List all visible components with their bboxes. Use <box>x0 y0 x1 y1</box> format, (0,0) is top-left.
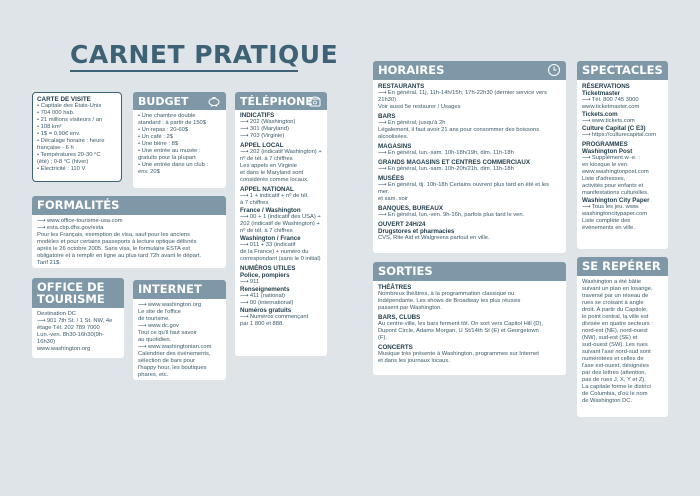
reperer-line: par des lettres (attention, <box>582 370 647 376</box>
telephone-title: TÉLÉPHONE <box>240 95 313 108</box>
clock-icon <box>547 63 561 77</box>
spectacles-line: Liste d'adresses, <box>582 176 626 182</box>
carte-line: • Électricité : 110 V <box>37 166 86 172</box>
sorties-line: Au centre-ville, les bars ferment tôt. On sort vers Capitol Hill (D), <box>378 321 543 327</box>
horaires-section-title: Drugstores et pharmacies <box>378 228 455 235</box>
office-title-line1: OFFICE DE <box>37 280 105 294</box>
horaires-line: alcoolisées. <box>378 134 409 140</box>
spectacles-line: ⟶ Tous les jeu. www. <box>582 204 640 210</box>
horaires-section-title: BANQUES, BUREAUX <box>378 205 443 212</box>
telephone-card <box>235 92 327 356</box>
sorties-line: passent par Washington. <box>378 305 442 311</box>
internet-line: Le site de l'office <box>138 309 181 315</box>
budget-header <box>133 92 226 110</box>
internet-line: ⟶ www.washington.org <box>138 302 202 308</box>
spectacles-line: ⟶ Tél. 800 745 3000 <box>582 97 639 103</box>
tel-line: ⟶ 00 + 1 (indicatif des USA) + <box>240 214 321 220</box>
reperer-line: sud-ouest (SW). Les rues <box>582 342 648 348</box>
page-title: CARNET PRATIQUE <box>70 40 339 69</box>
carte-line: française - 6 h <box>37 145 74 151</box>
reperer-line: nord-est (NE), nord-ouest <box>582 328 648 334</box>
spectacles-line: washingtoncitypaper.com <box>582 211 648 217</box>
tel-line: ⟶ 1 + indicatif + nº de tél. <box>240 193 309 199</box>
reperer-line: traversé par un réseau de <box>582 293 649 299</box>
reperer-line: pas de rues J, X, Y et Z). <box>582 377 646 383</box>
sorties-line: Nombreux théâtres, à la programmation classique ou <box>378 291 515 297</box>
tel-line: Les appels en Virginie <box>240 163 297 169</box>
tel-line: correspondant (sans le 0 initial) <box>240 256 321 262</box>
budget-line: • Une chambre double <box>138 113 196 119</box>
office-line: ⟶ 901 7th St. / 1 St. NW, 4e <box>37 318 113 324</box>
city-paper-title: Washington City Paper <box>582 197 650 204</box>
spectacles-line: ⟶ Supplément w.-e. : <box>582 155 640 161</box>
formalites-line: modèles et pour certains passeports à lecture optique délivrés <box>37 239 197 245</box>
horaires-section-title: MAGASINS <box>378 143 412 150</box>
office-line: www.washington.org <box>37 346 91 352</box>
washington-post-title: Washington Post <box>582 148 633 155</box>
sorties-header <box>373 262 566 281</box>
horaires-title: HORAIRES <box>378 63 445 77</box>
carte-title: CARTE DE VISITE <box>37 96 91 103</box>
carte-line: • 704 000 hab. <box>37 110 75 116</box>
budget-line: • Une entrée au musée : <box>138 148 201 154</box>
office-line: Destination DC <box>37 311 76 317</box>
se-reperer-title: SE REPÉRER <box>582 259 661 273</box>
numeros-utiles-title: NUMÉROS UTILES <box>240 265 296 272</box>
tel-line: ⟶ 00 (international) <box>240 300 294 306</box>
washington-france-title: Washington / France <box>240 235 301 242</box>
tel-line: ⟶ 202 (Washington) <box>240 119 296 125</box>
spectacles-line: manifestations culturelles. <box>582 190 649 196</box>
horaires-section-title: RESTAURANTS <box>378 83 425 90</box>
ticketmaster-title: Ticketmaster <box>582 90 621 97</box>
internet-line: ⟶ www.dc.gov <box>138 323 179 329</box>
internet-header <box>133 280 226 299</box>
programmes-title: PROGRAMMES <box>582 141 628 148</box>
spectacles-header <box>577 61 668 80</box>
horaires-section-title: OUVERT 24H/24 <box>378 221 426 228</box>
sorties-line: Dupont Circle, Adams Morgan, U St/14th St (E) et Georgetown <box>378 328 539 334</box>
formalites-line: Pour les Français, exemption de visa, sauf pour les anciens <box>37 232 191 238</box>
se-reperer-card <box>577 257 668 417</box>
reperer-line: de Washington DC. <box>582 398 633 404</box>
sorties-section-title: BARS, CLUBS <box>378 314 421 321</box>
budget-title: BUDGET <box>138 95 189 108</box>
budget-line: gratuits pour la plupart <box>138 155 196 161</box>
internet-card <box>133 280 226 380</box>
budget-line: • Un café : 2$ <box>138 134 173 140</box>
internet-line: phares, etc. <box>138 372 169 378</box>
sorties-line: et dans les journaux locaux. <box>378 358 450 364</box>
spectacles-card <box>577 61 668 249</box>
reperer-line: rues se croisant à angle <box>582 300 644 306</box>
carte-line: • 21 millions visiteurs / an <box>37 117 103 123</box>
horaires-section-title: GRANDS MAGASINS ET CENTRES COMMERCIAUX <box>378 159 530 166</box>
horaires-line: ⟶ En général, tlj. 10h-18h Certains ouvrent plus tard en été et les mer. <box>378 182 550 195</box>
carte-de-visite-card <box>32 92 122 182</box>
horaires-line: ⟶ En général, lun.-sam. 10h-20h/21h, dim. 11h-18h <box>378 166 514 172</box>
tel-line: nº de tél. à 7 chiffres <box>240 156 293 162</box>
carte-lines <box>37 103 117 173</box>
office-header <box>32 278 124 308</box>
horaires-line: Voir aussi 5e restaurer / Usages <box>378 104 461 110</box>
spectacles-line: Liste complète des <box>582 218 631 224</box>
formalites-header <box>32 196 226 215</box>
carte-line: (été) ; 0-8 °C (hiver) <box>37 159 89 165</box>
tel-line: 202 (indicatif de Washington) + <box>240 221 320 227</box>
formalites-line: ⟶ esta.cbp.dhs.gov/esta <box>37 225 104 231</box>
budget-line: env. 20$ <box>138 169 160 175</box>
sorties-line: indépendante. Les shows de Broadway les plus réussis <box>378 298 521 304</box>
budget-line: standard : à partir de 150$ <box>138 120 206 126</box>
horaires-line: ⟶ En général, jusqu'à 2h <box>378 120 446 126</box>
culture-capital-title: Culture Capital (C E3) <box>582 125 646 132</box>
tel-line: considérés comme locaux. <box>240 177 309 183</box>
carte-line: • 1$ = 0,90€ env. <box>37 131 81 137</box>
horaires-header <box>373 61 566 80</box>
reperer-line: Washington a été bâtie <box>582 279 642 285</box>
se-reperer-header <box>577 257 668 276</box>
formalites-line: Tarif 21$. <box>37 260 61 266</box>
reperer-line: le point central, la ville est <box>582 314 649 320</box>
tel-line: ⟶ 911 <box>240 279 260 285</box>
office-line: étage Tél. 202 789 7000 <box>37 325 100 331</box>
horaires-card <box>373 61 566 253</box>
spectacles-line: activités pour enfants et <box>582 183 644 189</box>
reperer-line: (NW), sud-est (SE) et <box>582 335 638 341</box>
reperer-line: droit. À partir du Capitole, <box>582 307 648 313</box>
carte-line: • Capitale des États-Unis <box>37 103 102 109</box>
formalites-card <box>32 196 226 268</box>
internet-line: au quotidien. <box>138 337 172 343</box>
horaires-line: Légalement, il faut avoir 21 ans pour consommer des boissons <box>378 127 540 133</box>
sorties-title: SORTIES <box>378 264 433 278</box>
telephone-icon <box>308 94 322 108</box>
reperer-line: l'axe est-ouest, désignées <box>582 363 649 369</box>
horaires-section-title: BARS <box>378 113 396 120</box>
appel-national-title: APPEL NATIONAL <box>240 186 294 193</box>
sorties-line: (F). <box>378 335 388 341</box>
spectacles-line: événements en ville. <box>582 225 635 231</box>
reperer-line: suivant l'axe nord-sud sont <box>582 349 651 355</box>
spectacles-line: www.ticketmaster.com <box>582 104 640 110</box>
sorties-line: Musique très présente à Washington, programmes sur Internet <box>378 351 539 357</box>
tel-line: et dans le Maryland sont <box>240 170 304 176</box>
carte-line: • Températures 20-30 °C <box>37 152 101 158</box>
telephone-header <box>235 92 327 110</box>
spectacles-line: ⟶ www.tickets.com <box>582 118 635 124</box>
tel-line: à 7 chiffres <box>240 200 269 206</box>
internet-line: sélection de bars pour <box>138 358 196 364</box>
internet-line: de tourisme. <box>138 316 170 322</box>
tel-line: ⟶ 703 (Virginie) <box>240 133 285 139</box>
budget-card <box>133 92 226 188</box>
carte-line: • 108 km² <box>37 124 62 130</box>
tel-line: ⟶ 411 (national) <box>240 293 285 299</box>
budget-line: • Une bière : 8$ <box>138 141 179 147</box>
internet-title: INTERNET <box>138 282 202 296</box>
budget-line: • Un repas : 20-60$ <box>138 127 189 133</box>
office-tourisme-card <box>32 278 124 358</box>
tickets-com-title: Tickets.com <box>582 111 618 118</box>
internet-line: Calendrier des événements, <box>138 351 211 357</box>
sorties-card <box>373 262 566 375</box>
internet-line: Tout ce qu'il faut savoir <box>138 330 197 336</box>
budget-line: • Une entrée dans un club : <box>138 162 209 168</box>
office-line: Lun.-ven. 8h30-16h30(9h-16h30) <box>37 332 105 345</box>
reperer-line: de Columbia, d'où le nom <box>582 391 648 397</box>
tel-line: ⟶ 011 + 33 (indicatif <box>240 242 296 248</box>
tel-line: nº de tél. à 7 chiffres <box>240 228 293 234</box>
horaires-line: CVS, Rite Aid et Walgreens partout en ville. <box>378 235 490 241</box>
reperer-line: suivant un plan en losange, <box>582 286 653 292</box>
title-underline <box>70 70 298 72</box>
spectacles-title: SPECTACLES <box>582 63 663 77</box>
piggy-bank-icon <box>207 94 221 108</box>
spectacles-line: www.washingtonpost.com <box>582 169 649 175</box>
tel-line: ⟶ 202 (indicatif Washington) + <box>240 149 322 155</box>
formalites-line: obligatoire et à remplir en ligne au plus tard 72h avant le départ. <box>37 253 202 259</box>
renseignements-title: Renseignements <box>240 286 290 293</box>
tel-line: ⟶ Numéros commençant <box>240 314 309 320</box>
tel-line: ⟶ 301 (Maryland) <box>240 126 289 132</box>
internet-line: ⟶ www.washingtonian.com <box>138 344 212 350</box>
carte-line: • Décalage horaire : heure <box>37 138 105 144</box>
spectacles-line: ⟶ https://culturecapital.com <box>582 132 657 138</box>
reperer-line: numérotées et celles de <box>582 356 644 362</box>
formalites-line: après le 26 octobre 2005. Sans visa, le formulaire ESTA est <box>37 246 190 252</box>
numeros-gratuits-title: Numéros gratuits <box>240 307 292 314</box>
internet-line: l'happy hour, les boutiques <box>138 365 207 371</box>
tel-line: de la France) + numéro du <box>240 249 309 255</box>
office-title-line2: TOURISME <box>37 292 105 306</box>
sorties-section-title: THÉÂTRES <box>378 284 412 291</box>
france-washington-title: France / Washington <box>240 207 301 214</box>
reperer-line: La capitale forme le district <box>582 384 651 390</box>
formalites-line: ⟶ www.office-tourisme-usa.com <box>37 218 123 224</box>
police-title: Police, pompiers <box>240 272 290 279</box>
indicatifs-title: INDICATIFS <box>240 112 275 119</box>
reservations-title: RÉSERVATIONS <box>582 83 630 90</box>
horaires-line: ⟶ En général, lun.-sam. 10h-18h/19h, dim. 11h-18h <box>378 150 514 156</box>
horaires-section-title: MUSÉES <box>378 175 405 182</box>
spectacles-line: en kiosque le ven. <box>582 162 629 168</box>
horaires-line: ⟶ En général, 11j, 11h-14h/15h, 17h-22h30 (dernier service vers 21h30) <box>378 90 547 103</box>
tel-line: par 1 800 et 888. <box>240 321 284 327</box>
reperer-line: divisée en quatre secteurs : <box>582 321 653 327</box>
appel-local-title: APPEL LOCAL <box>240 142 284 149</box>
formalites-title: FORMALITÉS <box>37 198 120 212</box>
sorties-section-title: CONCERTS <box>378 344 413 351</box>
horaires-line: et sam. soir <box>378 196 408 202</box>
horaires-line: ⟶ En général, lun.-ven. 9h-16h, parfois plus tard le ven. <box>378 212 525 218</box>
